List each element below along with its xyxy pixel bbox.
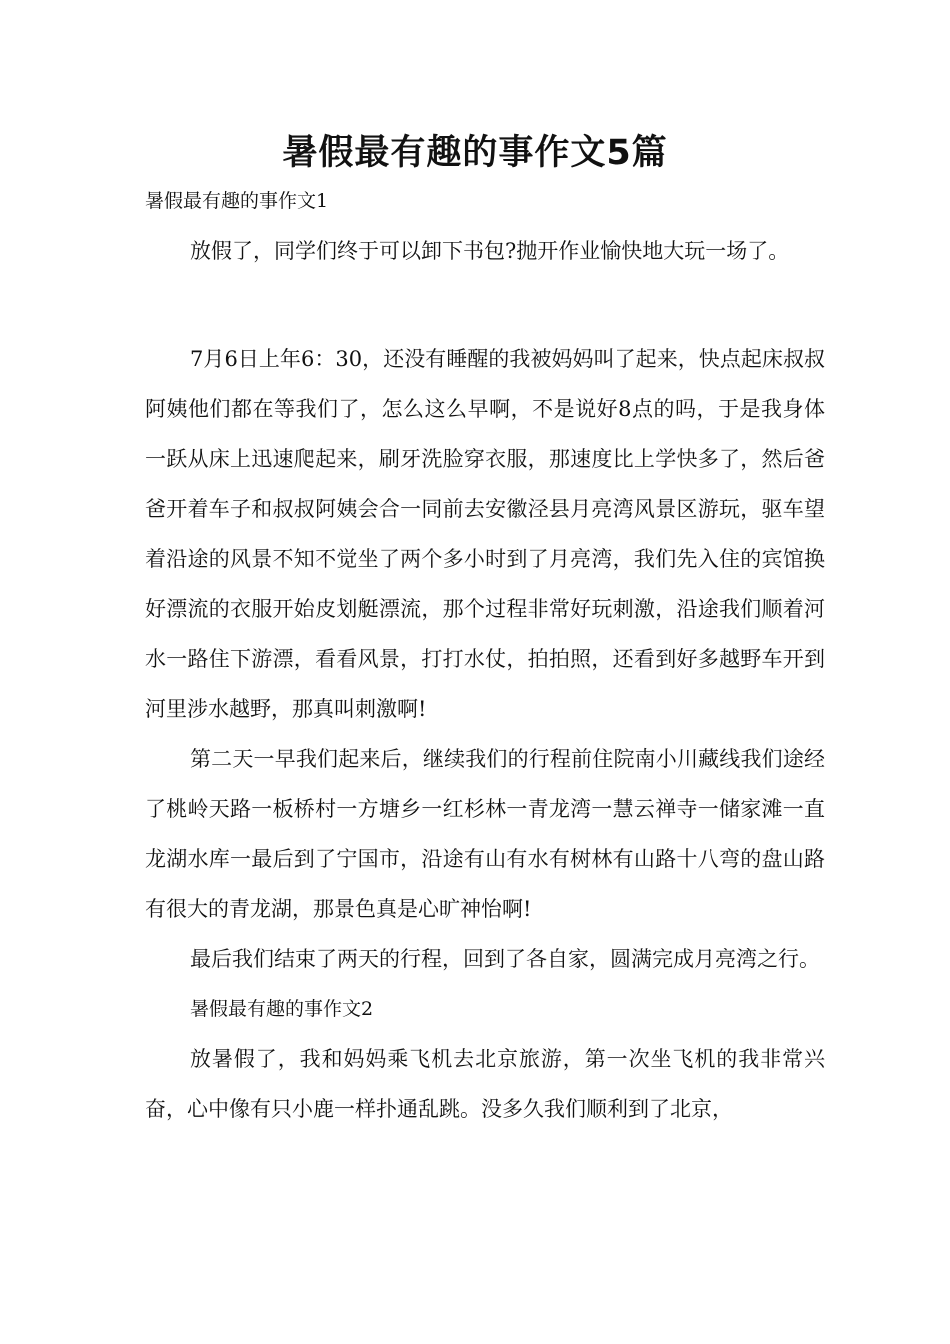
document-title: 暑假最有趣的事作文5篇 [282, 133, 668, 173]
paragraph-gap [145, 276, 825, 334]
essay-2-paragraph-1: 放暑假了，我和妈妈乘飞机去北京旅游，第一次坐飞机的我非常兴奋，心中像有只小鹿一样扑通乱跳。没多久我们顺利到了北京， [145, 1047, 825, 1121]
essay-1-paragraph-3: 第二天一早我们起来后，继续我们的行程前住院南小川藏线我们途经了桃岭天路一板桥村一方塘乡一红杉林一青龙湾一慧云禅寺一储家滩一直龙湖水库一最后到了宁国市，沿途有山有水有树林有山路十八弯的盘山路有很大的青龙湖，那景色真是心旷神怡啊! [145, 747, 825, 921]
essay-1-paragraph-1: 放假了，同学们终于可以卸下书包?抛开作业愉快地大玩一场了。 [190, 239, 790, 263]
essay-1-heading: 暑假最有趣的事作文1 [145, 190, 329, 212]
essay-1-paragraph-4: 最后我们结束了两天的行程，回到了各自家，圆满完成月亮湾之行。 [190, 947, 820, 971]
essay-1-paragraph-2: 7月6日上年6：30，还没有睡醒的我被妈妈叫了起来，快点起床叔叔阿姨他们都在等我们了，怎么这么早啊，不是说好8点的吗，于是我身体一跃从床上迅速爬起来，刷牙洗脸穿衣服，那速度比上学快多了，然后爸爸开着车子和叔叔阿姨会合一同前去安徽泾县月亮湾风景区游玩，驱车望着沿途的风景不知不觉坐了两个多小时到了月亮湾，我们先入住的宾馆换好漂流的衣服开始皮划艇漂流，那个过程非常好玩刺激，沿途我们顺着河水一路住下游漂，看看风景，打打水仗，拍拍照，还看到好多越野车开到河里涉水越野，那真叫刺激啊! [145, 347, 825, 721]
essay-2-heading: 暑假最有趣的事作文2 [190, 998, 374, 1020]
document-body [145, 176, 825, 1134]
